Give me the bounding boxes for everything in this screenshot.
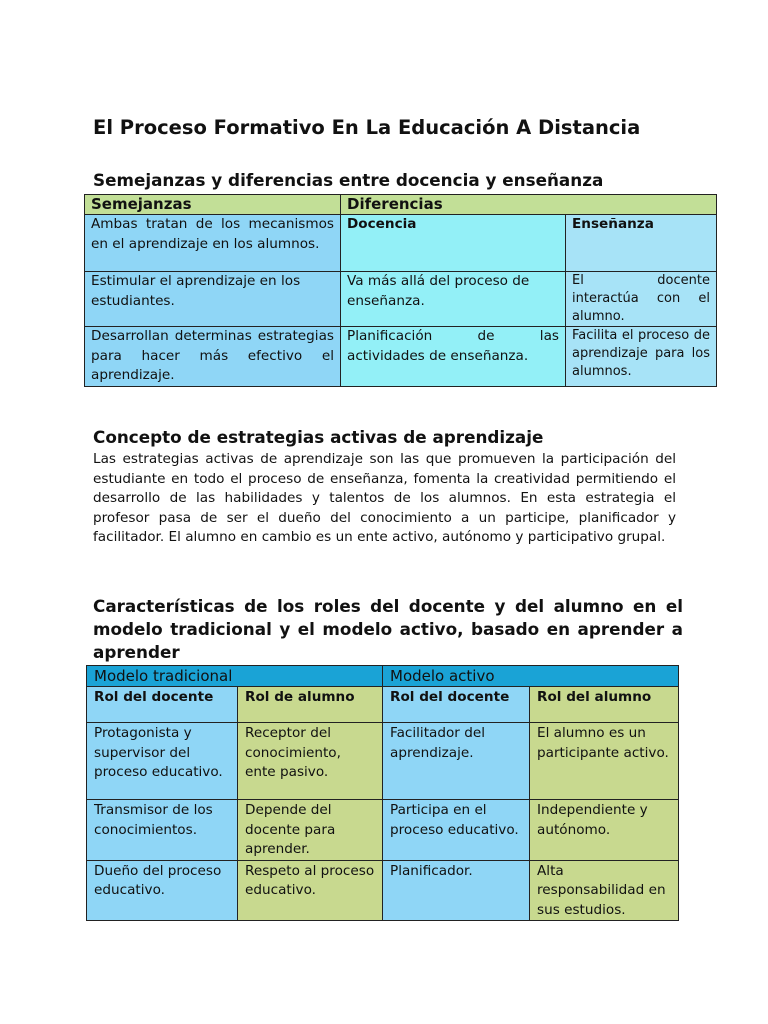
table-cell: Alta responsabilidad en sus estudios. xyxy=(530,860,679,921)
concept-paragraph: Las estrategias activas de aprendizaje son las que promueven la participación del estudiante en todo el proceso de enseñanza, fomenta la creatividad permitiendo el desarrollo de las habilidades y talentos de los alumnos. En esta estrategia el profesor pasa de ser el dueño del conocimiento a un participe, planificador y facilitador. El alumno en cambio es un ente activo, autónomo y participativo grupal. xyxy=(93,451,676,546)
section-title-estrategias: Concepto de estrategias activas de aprendizaje xyxy=(93,427,544,447)
subheader-ensenanza: Enseñanza xyxy=(566,215,717,272)
subheader-trad-alumno: Rol de alumno xyxy=(238,687,383,723)
section-title-roles: Características de los roles del docente y del alumno en el modelo tradicional y el modelo activo, basado en aprender a aprender xyxy=(93,596,683,662)
table-cell: Desarrollan determinas estrategias para hacer más efectivo el aprendizaje. xyxy=(85,327,341,387)
table-cell: Planificación de las actividades de enseñanza. xyxy=(341,327,566,387)
table-cell: Participa en el proceso educativo. xyxy=(383,800,530,861)
table-subheader-row xyxy=(87,687,679,723)
subheader-trad-docente: Rol del docente xyxy=(87,687,238,723)
table-cell: Respeto al proceso educativo. xyxy=(238,860,383,921)
table-cell: Depende del docente para aprender. xyxy=(238,800,383,861)
table-cell: Facilitador del aprendizaje. xyxy=(383,723,530,800)
subheader-act-alumno: Rol del alumno xyxy=(530,687,679,723)
page-title: El Proceso Formativo En La Educación A Distancia xyxy=(93,116,641,139)
table-cell: El alumno es un participante activo. xyxy=(530,723,679,800)
table-cell: Va más allá del proceso de enseñanza. xyxy=(341,272,566,327)
table-cell: Protagonista y supervisor del proceso educativo. xyxy=(87,723,238,800)
header-modelo-tradicional: Modelo tradicional xyxy=(87,666,383,687)
table-cell: Independiente y autónomo. xyxy=(530,800,679,861)
table-cell: Ambas tratan de los mecanismos en el aprendizaje en los alumnos. xyxy=(85,215,341,272)
table-cell: Planificador. xyxy=(383,860,530,921)
subheader-docencia: Docencia xyxy=(341,215,566,272)
table-header-row xyxy=(85,195,717,215)
table-cell: Facilita el proceso de aprendizaje para los alumnos. xyxy=(566,327,717,387)
header-diferencias: Diferencias xyxy=(341,195,717,215)
header-modelo-activo: Modelo activo xyxy=(383,666,679,687)
table-header-row xyxy=(87,666,679,687)
table-row xyxy=(87,800,679,861)
table-row xyxy=(85,272,717,327)
table-row xyxy=(87,860,679,921)
section-title-semejanzas: Semejanzas y diferencias entre docencia y enseñanza xyxy=(93,170,604,190)
semejanzas-diferencias-table xyxy=(84,194,717,387)
table-cell: El docente interactúa con el alumno. xyxy=(566,272,717,327)
table-cell: Receptor del conocimiento, ente pasivo. xyxy=(238,723,383,800)
table-cell: Transmisor de los conocimientos. xyxy=(87,800,238,861)
table-row xyxy=(85,215,717,272)
header-semejanzas: Semejanzas xyxy=(85,195,341,215)
subheader-act-docente: Rol del docente xyxy=(383,687,530,723)
roles-table xyxy=(86,665,679,921)
table-row xyxy=(85,327,717,387)
table-cell: Estimular el aprendizaje en los estudiantes. xyxy=(85,272,341,327)
table-cell: Dueño del proceso educativo. xyxy=(87,860,238,921)
table-row xyxy=(87,723,679,800)
